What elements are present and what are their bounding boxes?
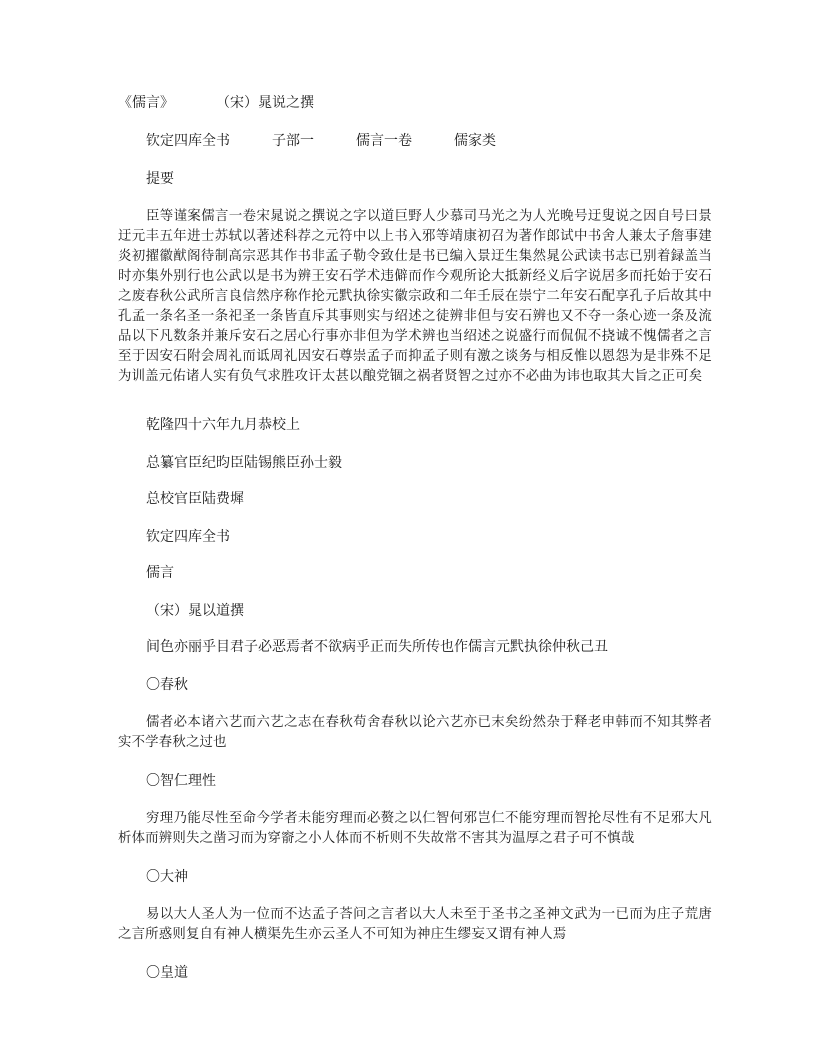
catalog-collection: 钦定四库全书 xyxy=(146,133,230,149)
entry-paragraph: 儒者必本诸六艺而六艺之志在春秋苟舍春秋以论六艺亦已末矣纷然杂于释老申韩而不知其弊者实不学春秋之过也 xyxy=(118,715,712,750)
entry-heading: 〇智仁理性 xyxy=(146,773,216,789)
summary-paragraph: 臣等谨案儒言一卷宋晁说之撰说之字以道巨野人少慕司马光之为人光晚号迂叟说之因自号曰景迂元丰五年进士苏轼以著述科荐之元符中以上书入邪等靖康初召为著作郎试中书舍人兼太子詹事建炎初擢徽猷阁待制高宗恶其作书非孟子勒令致仕是书已编入景迂生集然晁公武读书志已别着録盖当时亦集外别行也公武以是书为辨王安石学术违僻而作今观所论大抵新经义后字说居多而托始于安石之废春秋公武所言良信然序称作抡元黓执徐实徽宗政和二年壬辰在崇宁二年安石配享孔子后故其中孔孟一条名圣一条祀圣一条皆直斥其事则实与绍述之徒辨非但与安石辨也又不夺一条心迹一条及流品以下凡数条并兼斥安石之居心行事亦非但为学术辨也当绍述之说盛行而侃侃不挠诚不愧儒者之言至于因安石附会周礼而诋周礼因安石尊崇孟子而抑孟子则有激之谈务与相反惟以恩怨为是非殊不足为训盖元佑诸人实有负气求胜攻讦太甚以酿党锢之祸者贤智之过亦不必曲为讳也取其大旨之正可矣 xyxy=(118,209,712,384)
preface-line: 间色亦丽乎目君子必恶焉者不欲病乎正而失所传也作儒言元黓执徐仲秋己丑 xyxy=(146,639,608,655)
colophon-author: （宋）晁以道撰 xyxy=(146,603,244,619)
colophon-proofreader: 总校官臣陆费墀 xyxy=(146,491,244,507)
colophon-collection: 钦定四库全书 xyxy=(146,529,230,545)
entry-paragraph: 易以大人圣人为一位而不达孟子荅问之言者以大人未至于圣书之圣神文武为一已而为庄子荒唐之言所惑则复自有神人横渠先生亦云圣人不可知为神庄生缪妄又谓有神人焉 xyxy=(118,907,712,942)
colophon-date: 乾隆四十六年九月恭校上 xyxy=(146,417,300,433)
entry-heading: 〇皇道 xyxy=(146,965,188,981)
colophon-compilers: 总纂官臣纪昀臣陆锡熊臣孙士毅 xyxy=(146,455,342,471)
catalog-volume: 儒言一卷 xyxy=(356,133,412,149)
catalog-section: 子部一 xyxy=(272,133,314,149)
entry-heading: 〇春秋 xyxy=(146,677,188,693)
catalog-category: 儒家类 xyxy=(454,133,496,149)
colophon-book-title: 儒言 xyxy=(146,565,174,581)
summary-heading: 提要 xyxy=(146,171,174,187)
book-author: （宋）晁说之撰 xyxy=(216,95,314,111)
entry-paragraph: 穷理乃能尽性至命今学者未能穷理而必赘之以仁智何邪岂仁不能穷理而智抡尽性有不足邪大凡析体而辨则失之凿习而为穿窬之小人体而不析则不失故常不害其为温厚之君子可不慎哉 xyxy=(118,811,712,846)
document-header xyxy=(118,93,718,113)
entry-heading: 〇大神 xyxy=(146,869,188,885)
book-title: 《儒言》 xyxy=(118,95,174,111)
catalog-line xyxy=(146,131,746,151)
